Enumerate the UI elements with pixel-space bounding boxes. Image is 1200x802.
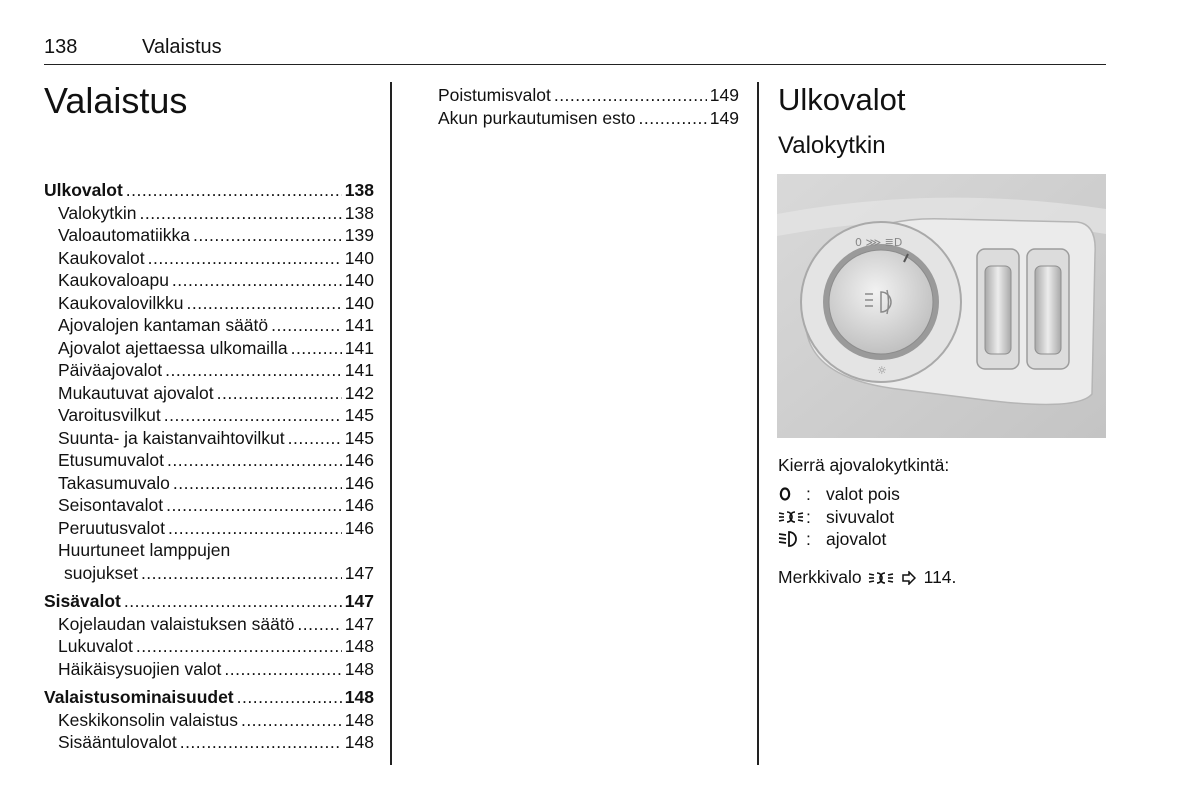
toc-page-number: 146 — [344, 517, 374, 538]
toc-leader-dots — [288, 427, 342, 450]
toc-entry[interactable] — [44, 472, 374, 495]
toc-entry[interactable] — [44, 709, 374, 732]
toc-entry[interactable] — [44, 449, 374, 472]
toc-page-number: 148 — [344, 658, 374, 679]
toc-page-number: 146 — [344, 450, 374, 470]
position-side-lights: : sivuvalot — [778, 506, 900, 529]
toc-entry[interactable] — [44, 337, 374, 360]
toc-entry-label: Keskikonsolin valaistus — [58, 709, 238, 730]
toc-entry[interactable] — [44, 269, 374, 292]
toc-page-number: 145 — [344, 427, 374, 448]
toc-leader-dots — [554, 84, 707, 107]
toc-entry[interactable] — [44, 224, 374, 247]
toc-page-number: 140 — [344, 292, 374, 313]
toc-entry-label: Valaistusominaisuudet — [44, 687, 234, 707]
toc-leader-dots — [180, 731, 342, 754]
toc-leader-dots — [126, 179, 342, 202]
toc-section-entry[interactable] — [44, 179, 374, 202]
toc-entry-label: Etusumuvalot — [58, 450, 165, 470]
low-beam-icon — [778, 530, 806, 548]
toc-leader-dots — [237, 686, 342, 709]
toc-entry-label: Peruutusvalot — [58, 517, 166, 538]
toc-leader-dots — [193, 224, 342, 247]
toc-leader-dots — [217, 382, 342, 405]
toc-entry-label: Mukautuvat ajovalot — [58, 382, 214, 403]
toc-entry-label: Lukuvalot — [58, 636, 133, 656]
toc-entry[interactable] — [44, 202, 374, 225]
toc-entry-label: Päiväajovalot — [58, 360, 163, 380]
toc-leader-dots — [638, 107, 706, 130]
toc-list-continued — [424, 84, 739, 129]
subsection-heading: Valokytkin — [778, 132, 886, 159]
toc-page-number: 139 — [344, 225, 374, 245]
toc-page-number: 142 — [344, 382, 374, 403]
column-divider-right — [757, 82, 759, 765]
toc-page-number: 140 — [344, 247, 374, 268]
dashboard-dimmer-wheel[interactable] — [985, 266, 1011, 354]
toc-entry[interactable] — [44, 494, 374, 517]
svg-text:0 ⋙ ≣D: 0 ⋙ ≣D — [855, 236, 903, 249]
toc-leader-dots — [297, 613, 341, 636]
toc-entry-label: Valoautomatiikka — [58, 225, 190, 245]
toc-page-number: 148 — [344, 687, 374, 707]
toc-leader-dots — [167, 449, 342, 472]
toc-entry-label: Poistumisvalot — [438, 85, 551, 105]
toc-page-number: 141 — [344, 315, 374, 335]
switch-positions-list — [778, 483, 900, 551]
toc-entry[interactable] — [44, 539, 374, 562]
toc-page-number: 146 — [344, 495, 374, 515]
toc-entry-label: Ajovalot ajettaessa ulkomailla — [58, 337, 288, 358]
toc-leader-dots — [148, 247, 342, 270]
toc-entry-label: Kaukovalot — [58, 247, 145, 268]
column-divider-left — [390, 82, 392, 765]
position-off: : valot pois — [778, 483, 900, 506]
toc-entry[interactable] — [424, 84, 739, 107]
toc-page-number: 148 — [344, 732, 374, 752]
toc-leader-dots — [141, 562, 342, 585]
toc-page-number: 138 — [344, 202, 374, 223]
toc-list — [44, 179, 374, 754]
toc-entry-label: Varoitusvilkut — [58, 405, 161, 425]
headlight-range-wheel[interactable] — [1035, 266, 1061, 354]
side-lights-icon — [868, 570, 898, 586]
toc-page-number: 147 — [344, 562, 374, 583]
toc-leader-dots — [241, 709, 342, 732]
toc-leader-dots — [271, 314, 342, 337]
note-text: Merkkivalo — [778, 567, 862, 587]
toc-page-number: 148 — [344, 709, 374, 730]
toc-leader-dots — [124, 590, 342, 613]
toc-leader-dots — [172, 269, 342, 292]
chapter-title: Valaistus — [44, 80, 188, 121]
position-label: ajovalot — [826, 529, 887, 549]
page-reference-arrow-icon — [902, 571, 916, 585]
toc-leader-dots — [224, 658, 341, 681]
toc-entry-label: Häikäisysuojien valot — [58, 658, 222, 679]
toc-leader-dots — [136, 635, 342, 658]
toc-entry[interactable] — [424, 107, 739, 130]
toc-entry[interactable] — [44, 613, 374, 636]
toc-entry[interactable] — [44, 562, 374, 585]
toc-entry-label: Ajovalojen kantaman säätö — [58, 315, 269, 335]
off-symbol-icon — [778, 485, 806, 503]
toc-entry[interactable] — [44, 404, 374, 427]
toc-page-number: 149 — [709, 85, 739, 105]
position-label: sivuvalot — [826, 506, 895, 527]
toc-page-number: 149 — [709, 107, 739, 128]
toc-page-number: 147 — [344, 591, 374, 611]
toc-entry-label: Seisontavalot — [58, 495, 164, 515]
toc-entry-label: Sisävalot — [44, 591, 121, 611]
toc-entry-label: Akun purkautumisen esto — [438, 107, 636, 128]
toc-entry[interactable] — [44, 517, 374, 540]
toc-leader-dots — [165, 359, 342, 382]
toc-entry-label: Sisääntulovalot — [58, 732, 177, 752]
toc-page-number: 141 — [344, 360, 374, 380]
toc-page-number: 141 — [344, 337, 374, 358]
toc-leader-dots — [164, 404, 342, 427]
toc-page-number: 138 — [344, 180, 374, 200]
section-heading: Ulkovalot — [778, 82, 906, 117]
toc-section-entry[interactable] — [44, 590, 374, 613]
page-number: 138 — [44, 36, 78, 58]
indicator-note — [778, 567, 956, 588]
toc-entry-label: Valokytkin — [58, 202, 137, 223]
toc-leader-dots — [139, 202, 341, 225]
toc-page-number: 146 — [344, 472, 374, 493]
toc-entry-label: Kojelaudan valaistuksen säätö — [58, 613, 295, 634]
svg-text:☼: ☼ — [877, 364, 887, 377]
toc-entry[interactable] — [44, 658, 374, 681]
toc-page-number: 140 — [344, 270, 374, 290]
running-header-title: Valaistus — [142, 36, 222, 58]
toc-leader-dots — [186, 292, 341, 315]
toc-entry[interactable] — [44, 247, 374, 270]
toc-leader-dots — [168, 517, 342, 540]
page-header — [44, 36, 1106, 65]
toc-page-number: 145 — [344, 405, 374, 425]
toc-entry-label: Huurtuneet lamppujen — [58, 540, 231, 560]
toc-entry[interactable] — [44, 292, 374, 315]
light-switch-photo — [777, 174, 1106, 438]
toc-entry-label: Kaukovalovilkku — [58, 292, 184, 313]
toc-entry[interactable] — [44, 635, 374, 658]
position-low-beam: : ajovalot — [778, 528, 900, 551]
instruction-text: Kierrä ajovalokytkintä: — [778, 455, 950, 475]
toc-page-number: 147 — [344, 613, 374, 634]
side-lights-icon — [778, 509, 806, 525]
toc-leader-dots — [291, 337, 342, 360]
toc-entry[interactable] — [44, 314, 374, 337]
toc-entry-label: Ulkovalot — [44, 180, 123, 200]
note-page-ref[interactable]: 114. — [923, 567, 957, 587]
toc-entry-label: Takasumuvalo — [58, 472, 170, 493]
toc-entry-label: suojukset — [64, 562, 138, 583]
position-label: valot pois — [826, 484, 900, 504]
toc-entry[interactable] — [44, 427, 374, 450]
toc-entry-label: Kaukovaloapu — [58, 270, 169, 290]
toc-entry[interactable] — [44, 359, 374, 382]
toc-entry[interactable] — [44, 382, 374, 405]
toc-leader-dots — [173, 472, 342, 495]
toc-section-entry[interactable] — [44, 686, 374, 709]
toc-leader-dots — [166, 494, 342, 517]
toc-entry-label: Suunta- ja kaistanvaihtovilkut — [58, 427, 285, 448]
toc-page-number: 148 — [344, 636, 374, 656]
toc-entry[interactable] — [44, 731, 374, 754]
